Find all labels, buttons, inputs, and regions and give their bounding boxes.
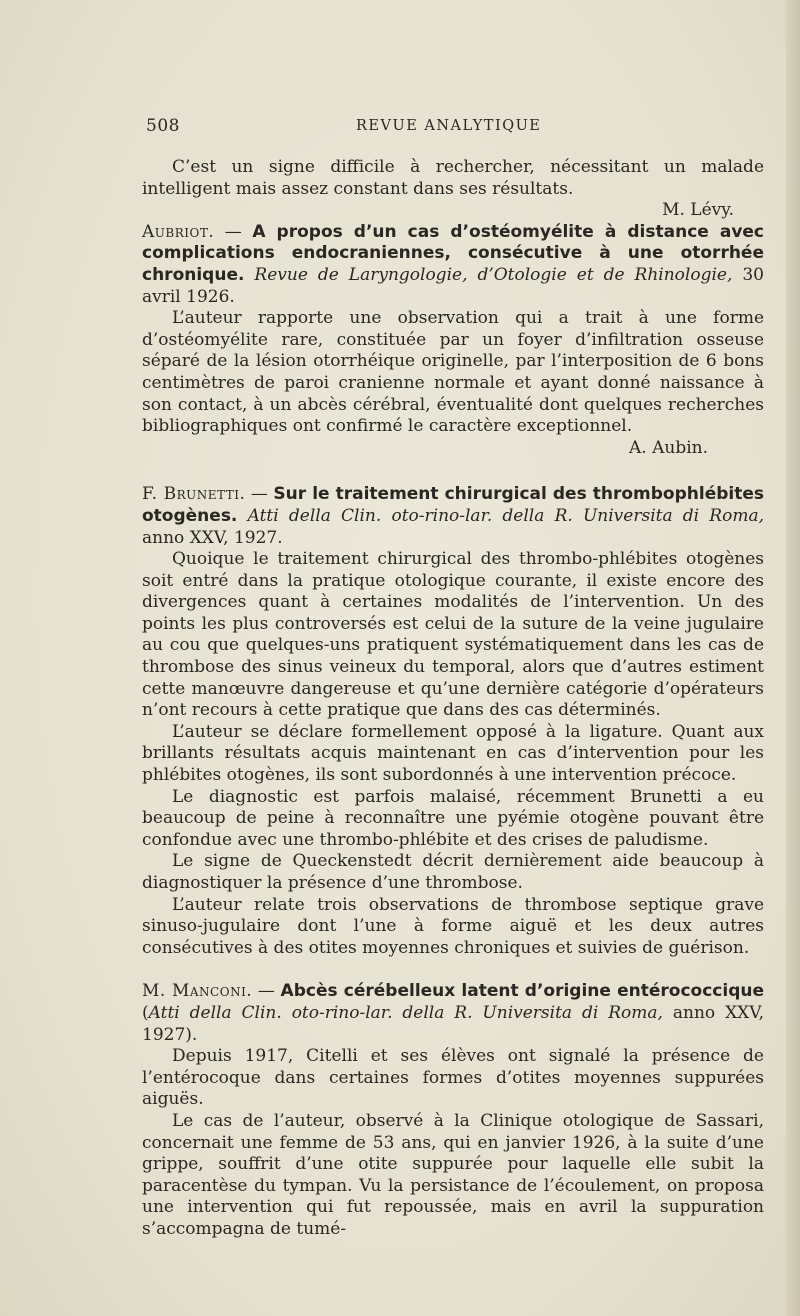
entry-paragraph: L’auteur relate trois observations de thrombose septique grave sinuso-jugulaire dont l’une à forme aiguë et les deux autres consécutives à des otites moyennes chroniques et suivies de guérison. <box>142 894 764 958</box>
page-header <box>146 116 766 140</box>
entry-title: A propos d’un cas d’ostéomyélite à distance avec complications endocraniennes, consécutive à une otorrhée chronique. <box>142 221 765 285</box>
entry-manconi <box>142 981 764 1240</box>
entry-source: Revue de Laryngologie, d’Otologie et de Rhinologie, <box>254 264 733 285</box>
entry-author: F. Brunetti. <box>142 484 246 505</box>
text-column <box>142 157 764 1241</box>
entry-paragraph: Le cas de l’auteur, observé à la Clinique otologique de Sassari, concernait une femme de 53 ans, qui en janvier 1926, à la suite d’une grippe, souffrit d’une otite suppurée pour laquelle elle subit la paracentèse du tympan. Vu la persistance de l’écoulement, on proposa une intervention qui fut repoussée, mais en avril la suppuration s’accompagna de tumé- <box>142 1110 764 1239</box>
entry-title: Sur le traitement chirurgical des thrombophlébites otogènes. <box>142 484 764 526</box>
page-edge-shadow <box>786 0 800 1316</box>
opening-paragraph: C’est un signe difficile à rechercher, nécessitant un malade intelligent mais assez constant dans ses résultats. <box>142 157 764 199</box>
entry-source-open: ( <box>142 1002 149 1023</box>
entry-dash: — <box>245 484 274 505</box>
entry-author: Aubriot. <box>142 221 215 242</box>
entry-paragraph: Quoique le traitement chirurgical des thrombo-phlébites otogènes soit entré dans la pratique otologique courante, il existe encore des divergences quant à certaines modalités de l’intervention. Un des points les plus controversés est celui de la suture de la veine jugulaire au cou que quelques-uns pratiquent systématiquement dans les cas de thrombose des sinus veineux du temporal, alors que d’autres estiment cette manœuvre dangereuse et qu’une dernière catégorie d’opérateurs n’ont recours à cette pratique que dans des cas déterminés. <box>142 549 764 721</box>
entry-paragraph: L’auteur se déclare formellement opposé à la ligature. Quant aux brillants résultats acquis maintenant en cas d’intervention pour les phlébites otogènes, ils sont subordonnés à une intervention précoce. <box>142 721 764 786</box>
entry-source: Atti della Clin. oto-rino-lar. della R. Universita di Roma, <box>247 505 764 526</box>
entry-heading <box>142 484 764 549</box>
entry-title: Abcès cérébelleux latent d’origine entérococcique <box>280 981 764 1002</box>
entry-date: 30 avril 1926. <box>142 264 764 307</box>
entry-author: M. Manconi. <box>142 981 253 1002</box>
entry-source: Atti della Clin. oto-rino-lar. della R. Universita di Roma, <box>148 1002 663 1023</box>
entry-dash: — <box>252 981 281 1002</box>
signature-levy: M. Lévy. <box>662 200 734 221</box>
section-gap <box>142 959 764 981</box>
entry-paragraph: L’auteur rapporte une observation qui a trait à une forme d’ostéomyélite rare, constituée par un foyer d’infiltration osseuse séparé de la lésion otorrhéique originelle, par l’interposition de 6 bons centimètres de paroi cranienne normale et ayant donné naissance à son contact, à un abcès cérébral, éventualité dont quelques recherches bibliographiques ont confirmé le caractère exceptionnel. <box>142 308 764 437</box>
page-number: 508 <box>146 116 180 136</box>
entry-dash: — <box>214 221 253 242</box>
entry-aubriot <box>142 222 764 460</box>
entry-heading <box>142 981 764 1046</box>
entry-brunetti <box>142 484 764 959</box>
entry-paragraph: Le diagnostic est parfois malaisé, récemment Brunetti a eu beaucoup de peine à reconnaître une pyémie otogène pouvant être confondue avec une thrombo-phlébite et des crises de paludisme. <box>142 786 764 850</box>
running-title: REVUE ANALYTIQUE <box>356 118 542 134</box>
entry-heading <box>142 222 764 308</box>
entry-date: anno XXV, 1927. <box>142 527 283 548</box>
signature-aubin: A. Aubin. <box>629 437 708 458</box>
entry-paragraph: Le signe de Queckenstedt décrit dernièrement aide beaucoup à diagnostiquer la présence d’une thrombose. <box>142 851 764 893</box>
entry-paragraph: Depuis 1917, Citelli et ses élèves ont signalé la présence de l’entérocoque dans certaines formes d’otites moyennes suppurées aiguës. <box>142 1046 764 1110</box>
entry-date: anno XXV, 1927). <box>142 1002 764 1045</box>
